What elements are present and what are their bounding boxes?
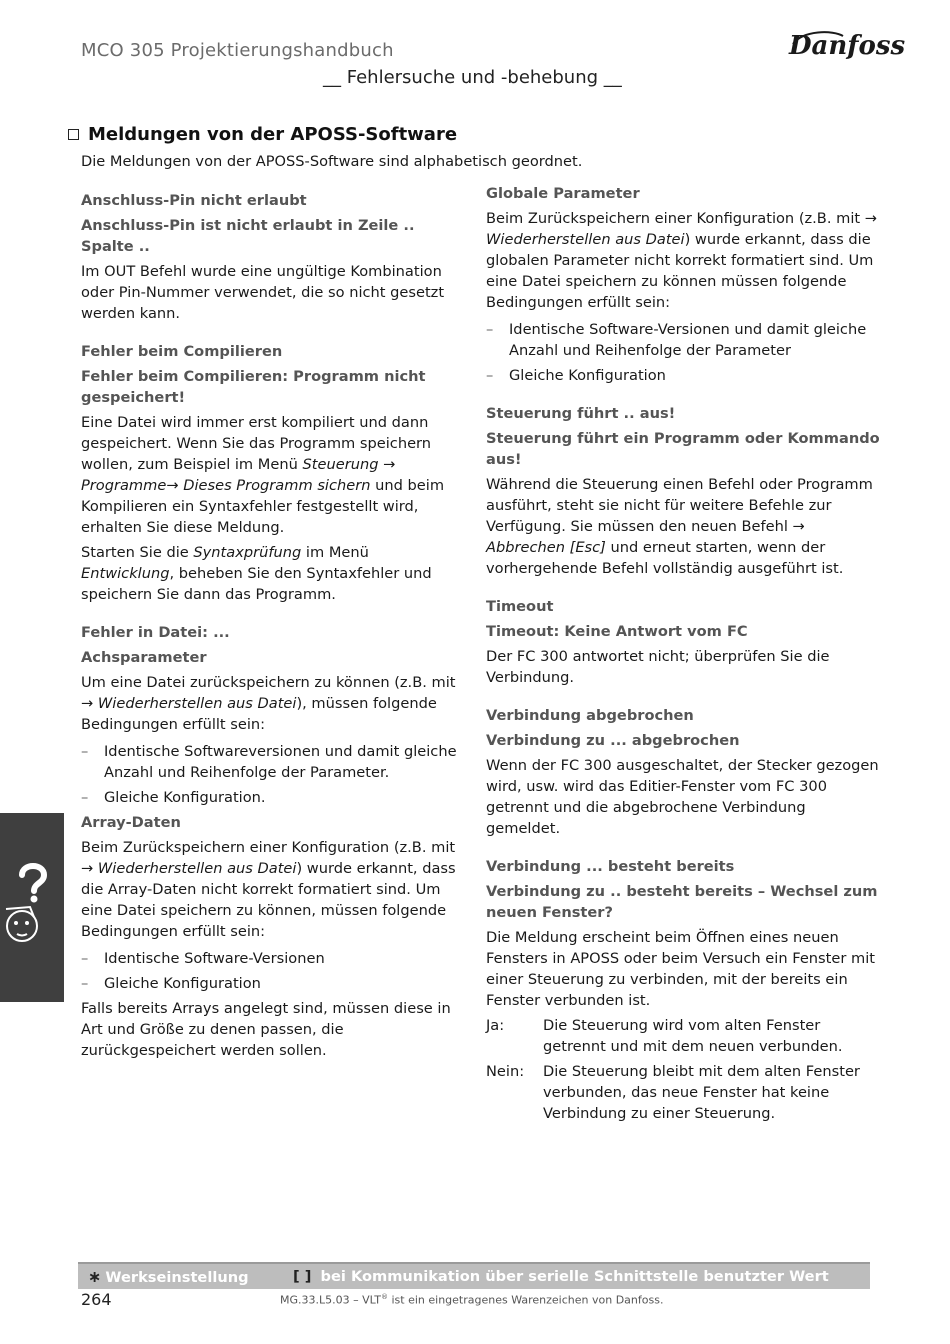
right-column — [486, 183, 881, 1124]
message-subheading: Fehler beim Compilieren: Programm nicht gespeichert! — [81, 368, 426, 406]
condition-list — [486, 319, 881, 386]
answer-text: Die Steuerung bleibt mit dem alten Fenster verbunden, das neue Fenster hat keine Verbindung zu einer Steuerung. — [543, 1063, 860, 1122]
list-item: – Identische Software-Versionen — [81, 950, 325, 967]
message-description: Starten Sie die Syntaxprüfung im Menü Entwicklung, beheben Sie den Syntaxfehler und speichern Sie dann das Programm. — [81, 544, 432, 603]
list-item: – Gleiche Konfiguration. — [81, 789, 266, 806]
message-description: Wenn der FC 300 ausgeschaltet, der Stecker gezogen wird, usw. wird das Editier-Fenster vom FC 300 getrennt und die abgebrochene Verbindung gemeldet. — [486, 757, 879, 837]
answer-row — [486, 1061, 881, 1124]
message-subheading: Verbindung zu .. besteht bereits – Wechsel zum neuen Fenster? — [486, 883, 878, 921]
message-heading: Fehler beim Compilieren — [81, 343, 283, 360]
message-description: Eine Datei wird immer erst kompiliert und dann gespeichert. Wenn Sie das Programm speichern wollen, zum Beispiel im Menü Steuerung → Programme→ Dieses Programm sichern und beim Kompilieren ein Syntaxfehler festgestellt wird, erhalten Sie diese Meldung. — [81, 414, 445, 536]
list-item: – Identische Software-Versionen und damit gleiche Anzahl und Reihenfolge der Parameter — [486, 321, 867, 359]
message-heading: Verbindung abgebrochen — [486, 707, 694, 724]
message-description: Beim Zurückspeichern einer Konfiguration (z.B. mit → Wiederherstellen aus Datei) wurde erkannt, dass die globalen Parameter nicht korrekt formatiert sind. Um eine Datei speichern zu können müssen folgende Bedingungen erfüllt sein: — [486, 210, 877, 311]
logo-text: Danfoss — [789, 31, 906, 61]
message-description: Die Meldung erscheint beim Öffnen eines neuen Fensters in APOSS oder beim Versuch ein Fenster mit einer Steuerung zu verbinden, mit der bereits ein Fenster verbunden ist. — [486, 929, 875, 1009]
message-heading: Fehler in Datei: ... — [81, 624, 230, 641]
message-description: Beim Zurückspeichern einer Konfiguration (z.B. mit → Wiederherstellen aus Datei) wurde erkannt, dass die Array-Daten nicht korrekt formatiert sind. Um eine Datei speichern zu können, müssen folgende Bedingungen erfüllt sein: — [81, 839, 456, 940]
condition-list — [81, 948, 466, 994]
section-title — [68, 124, 457, 145]
list-item: – Gleiche Konfiguration — [486, 367, 666, 384]
legend-default: ∗ Werkseinstellung — [88, 1267, 249, 1286]
left-column — [81, 190, 466, 1061]
message-subheading: Anschluss-Pin ist nicht erlaubt in Zeile .. Spalte .. — [81, 217, 415, 255]
message-heading: Anschluss-Pin nicht erlaubt — [81, 192, 307, 209]
message-description: Falls bereits Arrays angelegt sind, müssen diese in Art und Größe zu denen passen, die zurückgespeichert werden sollen. — [81, 1000, 451, 1059]
message-heading: Timeout — [486, 598, 554, 615]
legend-serial: [ ] bei Kommunikation über serielle Schnittstelle benutzter Wert — [293, 1268, 829, 1285]
section-intro: Die Meldungen von der APOSS-Software sind alphabetisch geordnet. — [81, 153, 583, 170]
message-description: Während die Steuerung einen Befehl oder Programm ausführt, steht sie nicht für weitere Befehle zur Verfügung. Sie müssen den neuen Befehl → Abbrechen [Esc] und erneut starten, wenn der vorhergehende Befehl vollständig ausgeführt ist. — [486, 476, 873, 577]
danfoss-logo — [785, 22, 906, 66]
star-icon: ∗ — [88, 1267, 102, 1286]
message-heading: Globale Parameter — [486, 185, 640, 202]
message-subheading: Achsparameter — [81, 649, 207, 666]
answer-row — [486, 1015, 881, 1057]
message-subheading: Timeout: Keine Antwort vom FC — [486, 623, 748, 640]
message-description: Im OUT Befehl wurde eine ungültige Kombination oder Pin-Nummer verwendet, die so nicht gesetzt werden kann. — [81, 263, 445, 322]
message-subheading: Steuerung führt ein Programm oder Kommando aus! — [486, 430, 880, 468]
chapter-header: __ Fehlersuche und -behebung __ — [323, 67, 622, 88]
trademark-note: MG.33.L5.03 – VLT® ist ein eingetragenes Warenzeichen von Danfoss. — [280, 1293, 664, 1307]
legend-bar — [78, 1262, 870, 1289]
condition-list — [81, 741, 466, 808]
section-title-text: Meldungen von der APOSS-Software — [88, 124, 458, 145]
document-title: MCO 305 Projektierungshandbuch — [81, 40, 394, 61]
list-item: – Gleiche Konfiguration — [81, 975, 261, 992]
chapter-side-tab — [0, 813, 64, 1002]
message-heading: Steuerung führt .. aus! — [486, 405, 676, 422]
page-number: 264 — [81, 1290, 112, 1309]
answer-text: Die Steuerung wird vom alten Fenster getrennt und mit dem neuen verbunden. — [543, 1017, 843, 1055]
checkbox-bullet-icon — [68, 129, 79, 140]
message-subheading: Array-Daten — [81, 814, 181, 831]
list-item: – Identische Softwareversionen und damit gleiche Anzahl und Reihenfolge der Parameter. — [81, 743, 457, 781]
message-heading: Verbindung ... besteht bereits — [486, 858, 735, 875]
message-subheading: Verbindung zu ... abgebrochen — [486, 732, 740, 749]
message-description: Um eine Datei zurückspeichern zu können (z.B. mit → Wiederherstellen aus Datei), müssen folgende Bedingungen erfüllt sein: — [81, 674, 456, 733]
answer-key: Nein: — [486, 1063, 525, 1080]
message-description: Der FC 300 antwortet nicht; überprüfen Sie die Verbindung. — [486, 648, 830, 686]
answer-key: Ja: — [486, 1017, 505, 1034]
troubleshooting-question-face-icon — [0, 813, 64, 1002]
